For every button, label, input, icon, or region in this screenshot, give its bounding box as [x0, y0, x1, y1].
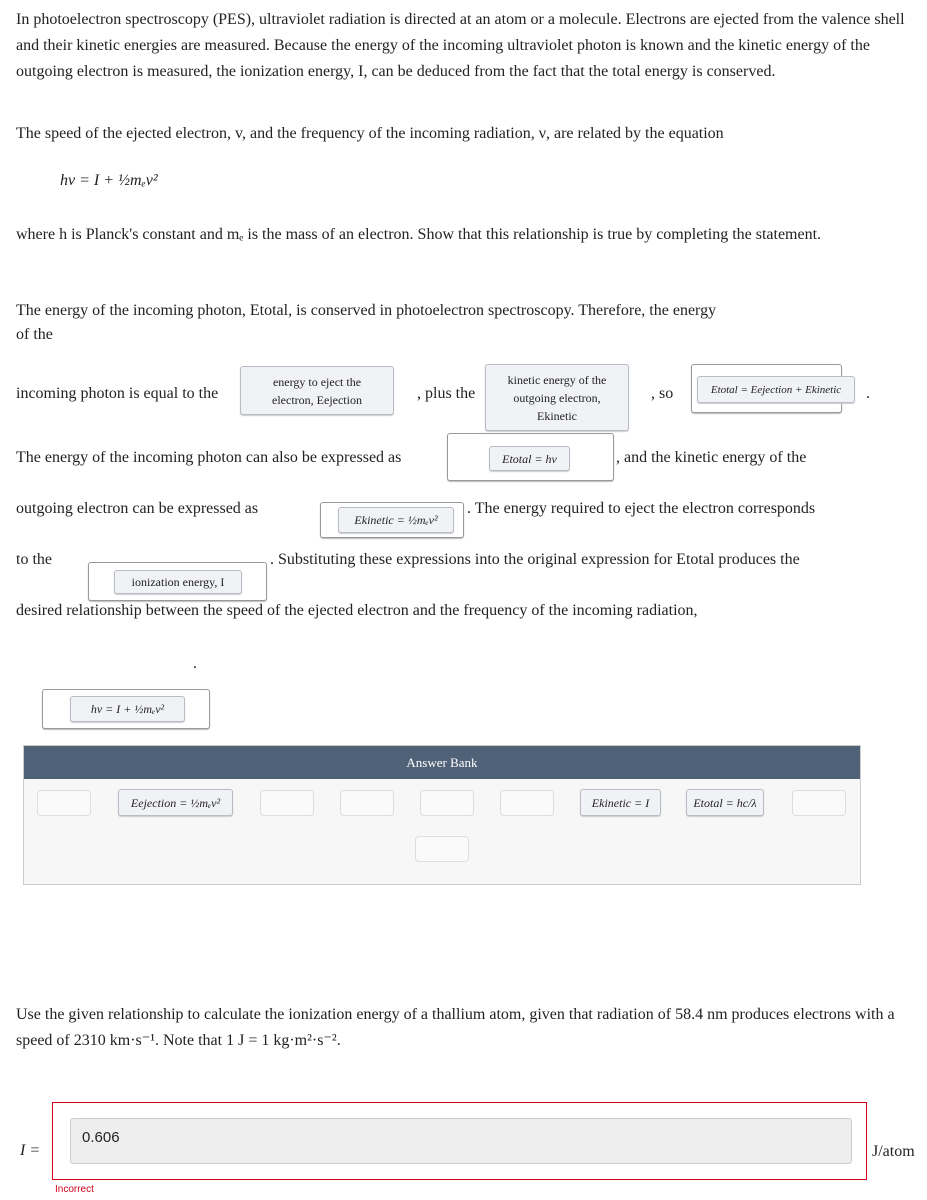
answer-label: I = [20, 1142, 41, 1159]
answer-slot[interactable] [500, 790, 554, 816]
statement-text: The energy of the incoming photon can also be expressed as [16, 449, 402, 466]
equation: hν = I + ½mₑv² [60, 172, 158, 189]
statement-text: outgoing electron can be expressed as [16, 500, 259, 517]
intro-paragraph: In photoelectron spectroscopy (PES), ultraviolet radiation is directed at an atom or a molecule. Electrons are ejected from the valence shell and their kinetic energies are measured. Because the energy of the incoming ultraviolet photon is known and the kinetic energy of the outgoing electron is measured, the ionization energy, I, can be deduced from the fact that the total energy is conserved. [16, 11, 905, 80]
blank-final-relation[interactable]: hν = I + ½mₑv² [70, 696, 185, 722]
answer-value: 0.606 [82, 1129, 120, 1146]
statement-text: . [866, 385, 870, 402]
answer-slot[interactable] [37, 790, 91, 816]
statement-text: , so [651, 385, 674, 402]
chip-label: kinetic energy of the outgoing electron, Ekinetic [507, 372, 607, 423]
statement-text: , and the kinetic energy of the [616, 449, 807, 466]
blank-energy-conservation[interactable]: Etotal = Eejection + Ekinetic [697, 376, 855, 403]
blank-ionization-energy[interactable]: ionization energy, I [114, 570, 242, 594]
blank-ejection-energy[interactable] [240, 366, 394, 415]
statement-text: , plus the [417, 385, 476, 402]
statement-text: of the [16, 326, 53, 343]
answer-chip[interactable]: Eejection = ½mₑv² [118, 789, 233, 816]
answer-slot[interactable] [792, 790, 846, 816]
question-text: Use the given relationship to calculate the ionization energy of a thallium atom, given that radiation of 58.4 nm produces electrons with a speed of 2310 km·s⁻¹. Note that 1 J = 1 kg·m²·s⁻². [16, 1006, 895, 1049]
answer-slot[interactable] [340, 790, 394, 816]
answer-slot[interactable] [260, 790, 314, 816]
statement-line-1: The energy of the incoming photon, Etotal, is conserved in photoelectron spectroscopy. Therefore, the energy [16, 302, 717, 319]
where-paragraph: where h is Planck's constant and mₑ is the mass of an electron. Show that this relationship is true by completing the statement. [16, 226, 822, 243]
status-incorrect: Incorrect [55, 1184, 94, 1195]
answer-slot[interactable] [420, 790, 474, 816]
answer-chip[interactable]: Ekinetic = I [580, 789, 661, 816]
statement-text: desired relationship between the speed of the ejected electron and the frequency of the incoming radiation, [16, 602, 698, 619]
blank-photon-energy[interactable]: Etotal = hν [489, 446, 570, 471]
statement-text: . Substituting these expressions into the original expression for Etotal produces the [270, 551, 800, 568]
relation-paragraph: The speed of the ejected electron, v, and the frequency of the incoming radiation, ν, are related by the equation [16, 125, 724, 142]
answer-input[interactable] [70, 1118, 852, 1164]
blank-kinetic-formula[interactable]: Ekinetic = ½mₑv² [338, 507, 454, 533]
statement-text: . The energy required to eject the electron corresponds [467, 500, 816, 517]
statement-text: incoming photon is equal to the [16, 385, 219, 402]
answer-chip[interactable]: Etotal = hc/λ [686, 789, 764, 816]
statement-text: to the [16, 551, 52, 568]
chip-label: energy to eject the electron, Eejection [272, 374, 362, 407]
answer-slot[interactable] [415, 836, 469, 862]
statement-text: . [193, 655, 197, 672]
answer-unit: J/atom [872, 1143, 915, 1160]
answer-bank-title: Answer Bank [24, 746, 860, 779]
blank-kinetic-energy[interactable] [485, 364, 629, 431]
